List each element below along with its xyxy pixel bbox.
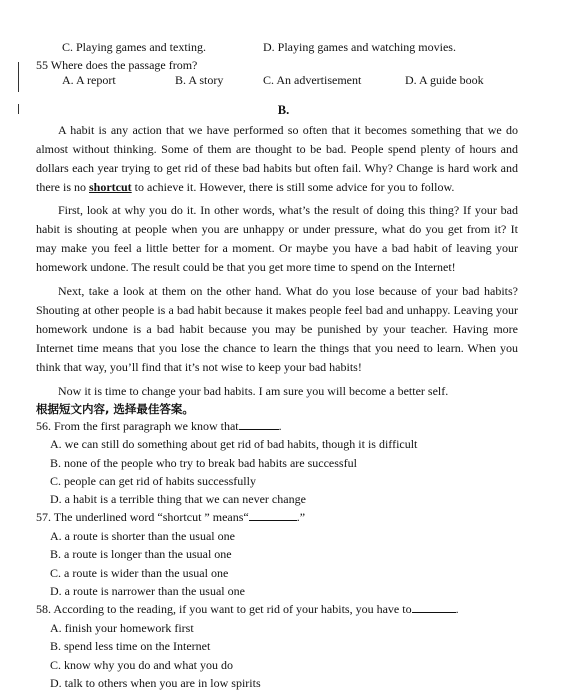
q57-option-b: B. a route is longer than the usual one [50, 547, 232, 561]
q55-option-a: A. A report [62, 73, 116, 87]
passage-paragraph-4: Now it is time to change your bad habits. I am sure you will become a better self. [58, 384, 449, 398]
q57-option-c: C. a route is wider than the usual one [50, 566, 229, 580]
answer-blank[interactable] [239, 419, 279, 430]
instruction: 根据短文内容, 选择最佳答案。 [36, 402, 194, 416]
q58-option-d: D. talk to others when you are in low spirits [50, 676, 261, 690]
q54-option-c: C. Playing games and texting. [62, 40, 206, 54]
q58-option-c: C. know why you do and what you do [50, 658, 233, 672]
passage-paragraph-3: Next, take a look at them on the other hand. What do you lose because of your bad habits? Shouting at other people is a bad habit because it makes people feel bad and unhappy. Leaving your homework undone is a bad habit because you may be punished by your teacher. Having more Internet time means that you lose the chance to learn the things that you need to learn. When you think that way, you’ll find that it’s not wise to keep your bad habits! [36, 284, 518, 374]
q57-stem-end: .” [296, 510, 306, 524]
q55-stem: 55 Where does the passage from? [36, 58, 198, 72]
margin-mark [18, 62, 19, 92]
passage-text: A habit is any action that we have performed so often that it becomes something that we do almost without thinking. Some of them are thought to be bad. People spend plenty of hours and dollars each year trying to get rid of these bad habits but often fail. Why? Change is hard work and there is no [36, 123, 518, 194]
passage-paragraph-1 [36, 121, 518, 197]
q56-option-c: C. people can get rid of habits successfully [50, 474, 256, 488]
q57-stem [36, 510, 305, 524]
q55-option-b: B. A story [175, 73, 224, 87]
passage-paragraph-2: First, look at why you do it. In other words, what’s the result of doing this thing? If your bad habit is shouting at people when you are unhappy or under pressure, what do you get from it? It may make you feel a little better for a moment. Or maybe you have a bad habit of leaving your homework undone. The result could be that you get more time to spend on the Internet! [36, 203, 518, 274]
q56-stem [36, 419, 282, 433]
q58-option-a: A. finish your homework first [50, 621, 194, 635]
q56-option-d: D. a habit is a terrible thing that we can never change [50, 492, 306, 506]
q58-stem-text: 58. According to the reading, if you want to get rid of your habits, you have to [36, 602, 412, 616]
answer-blank[interactable] [249, 510, 297, 521]
passage-text: to achieve it. However, there is still some advice for you to follow. [131, 180, 455, 194]
underlined-word: shortcut [89, 180, 132, 194]
q57-option-d: D. a route is narrower than the usual one [50, 584, 245, 598]
q56-option-b: B. none of the people who try to break bad habits are successful [50, 456, 357, 470]
q58-stem [36, 602, 459, 616]
q58-stem-end: . [455, 602, 459, 616]
q54-option-d: D. Playing games and watching movies. [263, 40, 456, 54]
section-title: B. [277, 103, 290, 117]
q56-stem-text: 56. From the first paragraph we know that [36, 419, 239, 433]
q55-option-c: C. An advertisement [263, 73, 362, 87]
q57-option-a: A. a route is shorter than the usual one [50, 529, 235, 543]
q56-option-a: A. we can still do something about get rid of bad habits, though it is difficult [50, 437, 418, 451]
q56-stem-end: . [278, 419, 282, 433]
q55-option-d: D. A guide book [405, 73, 484, 87]
q57-stem-text: 57. The underlined word “shortcut ” means“ [36, 510, 249, 524]
q58-option-b: B. spend less time on the Internet [50, 639, 211, 653]
answer-blank[interactable] [412, 602, 456, 613]
